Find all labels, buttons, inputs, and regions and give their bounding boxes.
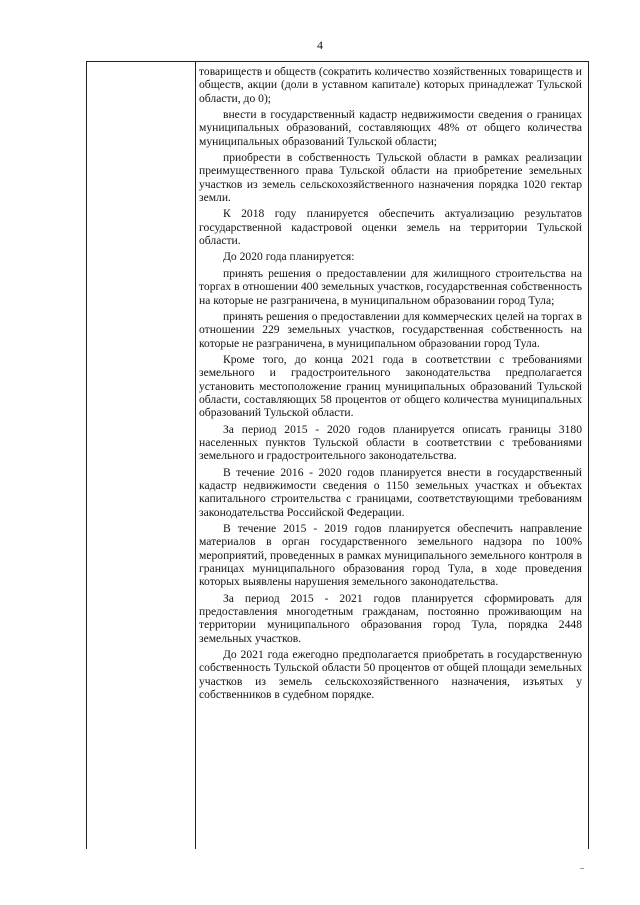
paragraph-housing-plots: принять решения о предоставлении для жилищного строительства на торгах в отношении 400 земельных участков, государственная собственность на которые не разграничена, в муниципальном образовании город Тула; bbox=[199, 266, 582, 307]
paragraph-plans-2020-intro: До 2020 года планируется: bbox=[223, 250, 355, 264]
document-table bbox=[86, 61, 589, 849]
paragraph-agricultural-land: До 2021 года ежегодно предполагается приобретать в государственную собственность Тульской области 50 процентов от общей площади земельных участков из земель сельскохозяйственного назначения, изъятых у собственников в судебном порядке. bbox=[199, 648, 582, 702]
paragraph-cadastre-records: В течение 2016 - 2020 годов планируется внести в государственный кадастр недвижимости сведения о 1150 земельных участках и объектах капитального строительства с границами, соответствующими требованиям законодательства Российской Федерации. bbox=[199, 465, 582, 519]
paragraph-land-acquisition: приобрести в собственность Тульской области в рамках реализации преимущественного права Тульской области на приобретение земельных участков из земель сельскохозяйственного назначения порядка 1020 гектар земли. bbox=[199, 151, 582, 205]
paragraph-cadastre-boundaries: внести в государственный кадастр недвижимости сведения о границах муниципальных образований, составляющих 48% от общего количества муниципальных образований Тульской области; bbox=[199, 108, 582, 148]
paragraph-cadastral-valuation: К 2018 году планируется обеспечить актуализацию результатов государственной кадастровой оценки земель на территории Тульской области. bbox=[199, 207, 582, 248]
paragraph-large-families: За период 2015 - 2021 годов планируется сформировать для предоставления многодетным гражданам, постоянно проживающим на территории муниципального образования город Тула, порядка 2448 земельных участков. bbox=[199, 591, 582, 645]
scan-artifact bbox=[580, 868, 584, 869]
paragraph-land-supervision: В течение 2015 - 2019 годов планируется обеспечить направление материалов в орган государственного земельного надзора по 100% мероприятий, проведенных в рамках муниципального земельного контроля в границах муниципального образования город Тула, в ходе проведения которых выявлены нарушения земельного законодательства. bbox=[199, 522, 582, 589]
table-left-column bbox=[87, 62, 196, 849]
table-right-column bbox=[196, 62, 588, 704]
paragraph-municipal-boundaries: Кроме того, до конца 2021 года в соответствии с требованиями земельного и градостроительного законодательства предполагается установить местоположение границ муниципальных образований Тульской области, составляющих 58 процентов от общего количества муниципальных образований Тульской области. bbox=[199, 352, 582, 420]
paragraph-continuation: товариществ и обществ (сократить количество хозяйственных товариществ и обществ, акции (доли в уставном капитале) которых принадлежат Тульской области, до 0); bbox=[199, 65, 582, 105]
paragraph-settlement-boundaries: За период 2015 - 2020 годов планируется описать границы 3180 населенных пунктов Тульской области в соответствии с требованиями земельного и градостроительного законодательства. bbox=[199, 422, 582, 463]
page-number: 4 bbox=[317, 38, 323, 52]
paragraph-commercial-plots: принять решения о предоставлении для коммерческих целей на торгах в отношении 229 земельных участков, государственная собственность на которые не разграничена, в муниципальном образовании город Тула. bbox=[199, 309, 582, 350]
